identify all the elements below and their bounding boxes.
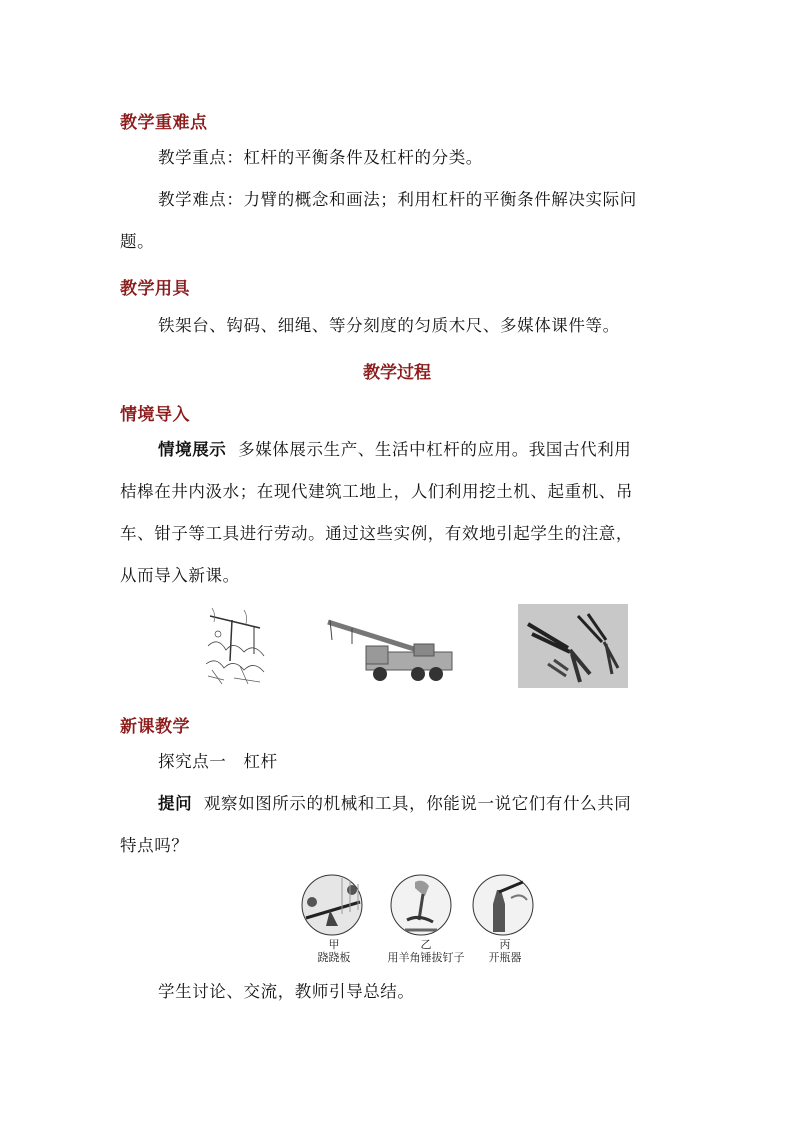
pliers-photo [518,604,628,688]
summary-text: 学生讨论、交流，教师引导总结。 [158,982,415,1001]
process-title: 教学过程 [363,363,431,383]
crane-photo [322,606,460,686]
intro-line-4: 从而导入新课。 [120,566,240,585]
figure-label-a [309,938,359,964]
difficulty-text-cont: 题。 [120,232,155,251]
figure-label-c [480,938,530,964]
question-line-2: 特点吗？ [120,836,189,855]
well-sweep-illustration [204,606,266,686]
key-point-text: 教学重点：杠杆的平衡条件及杠杆的分类。 [158,148,483,167]
heading-tools: 教学用具 [120,279,190,299]
difficulty-text: 教学难点：力臂的概念和画法；利用杠杆的平衡条件解决实际问 [158,190,637,209]
question-line-1 [158,794,631,814]
explore-point-1: 探究点一 杠杆 [158,752,278,771]
heading-new-lesson: 新课教学 [120,717,190,737]
heading-key-points: 教学重难点 [120,113,208,133]
question-text: 观察如图所示的机械和工具，你能说一说它们有什么共同 [203,794,632,813]
intro-line-2: 桔槔在井内汲水；在现代建筑工地上，人们利用挖土机、起重机、吊 [120,482,633,501]
figure-c-label: 丙 [499,938,511,951]
question-lead: 提问 [158,794,193,813]
figure-a-label: 甲 [328,938,340,951]
figure-label-b [372,938,480,964]
bottle-opener-figure [471,874,535,936]
claw-hammer-figure [389,874,453,936]
intro-line-1-text: 多媒体展示生产、生活中杠杆的应用。我国古代利用 [238,440,632,459]
figure-b-caption: 用羊角锤拔钉子 [387,951,465,964]
intro-lead: 情境展示 [158,440,227,459]
seesaw-figure [294,874,370,936]
heading-intro: 情境导入 [120,405,190,425]
intro-line-3: 车、钳子等工具进行劳动。通过这些实例，有效地引起学生的注意， [120,524,633,543]
intro-line-1 [158,440,631,460]
figure-c-caption: 开瓶器 [488,951,522,964]
figure-a-caption: 跷跷板 [317,951,351,964]
tools-text: 铁架台、钩码、细绳、等分刻度的匀质木尺、多媒体课件等。 [158,316,620,335]
figure-b-label: 乙 [420,938,432,951]
